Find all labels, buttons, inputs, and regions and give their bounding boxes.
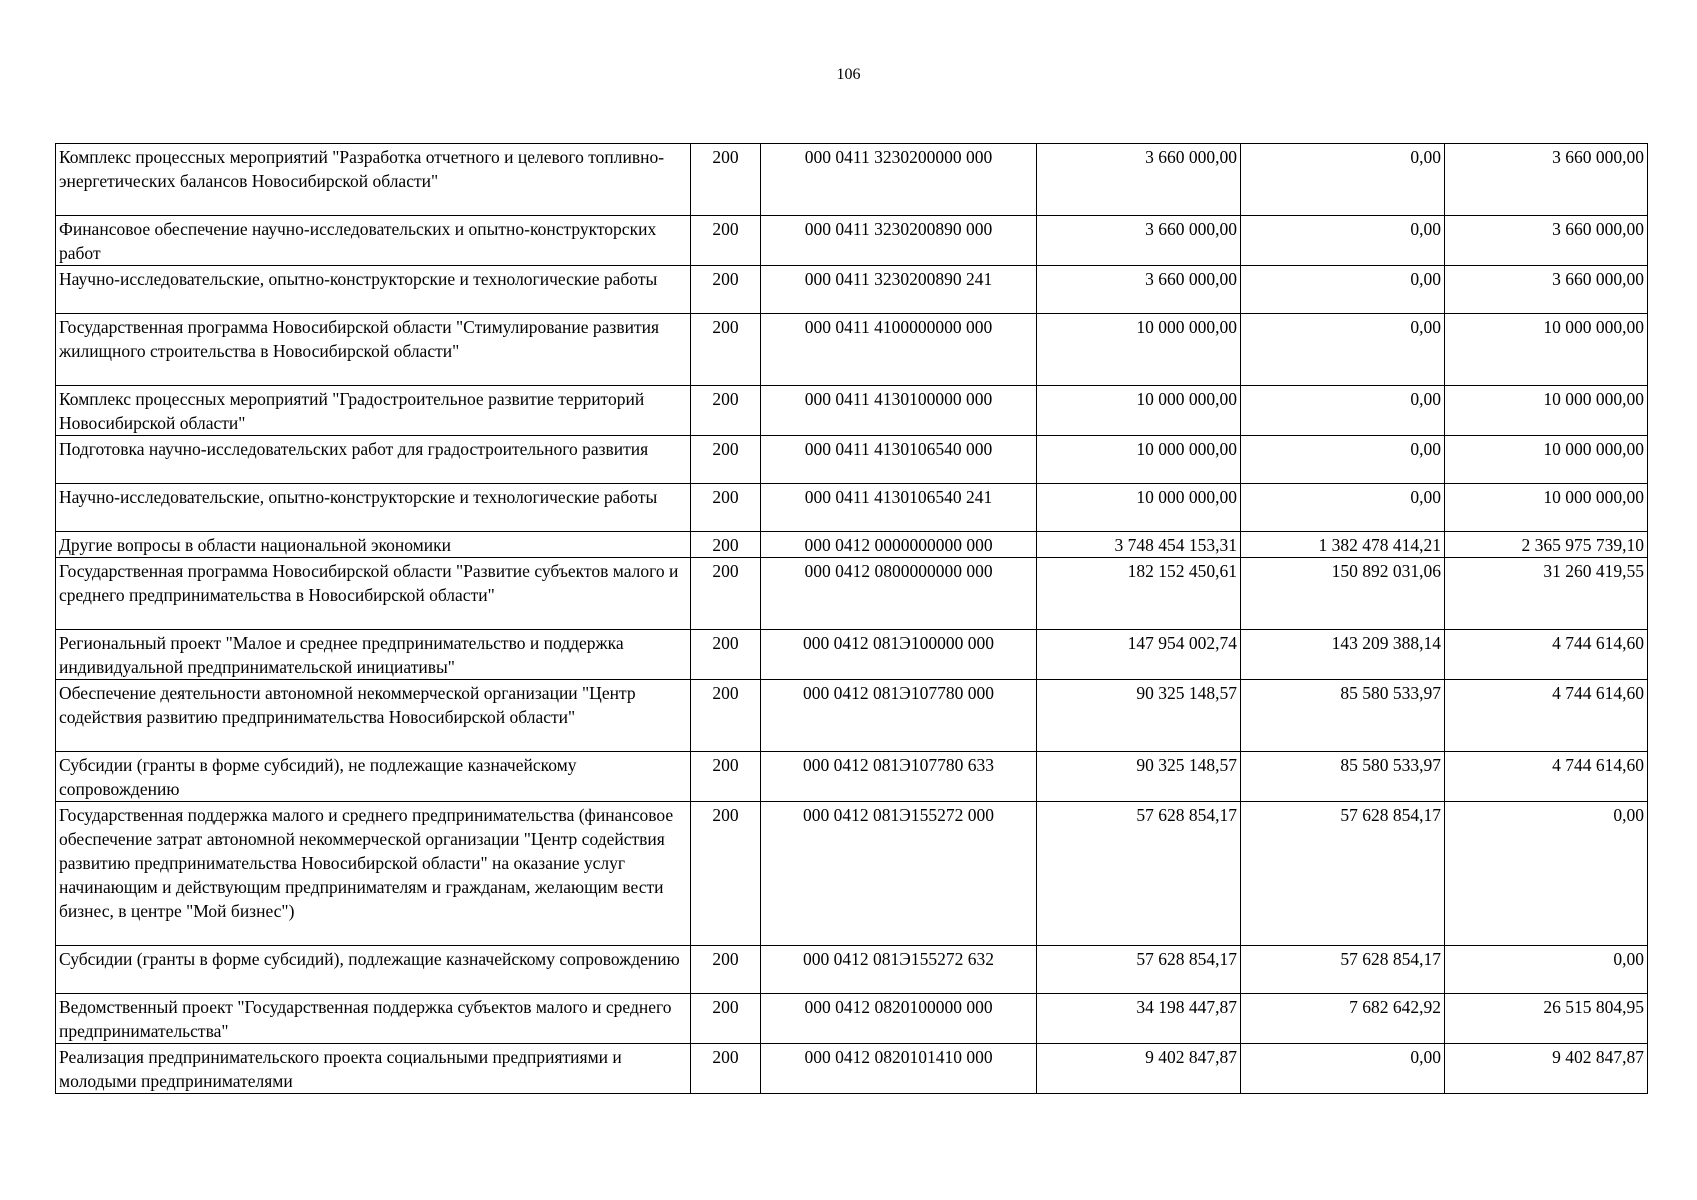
row-remaining-amount-cell: 26 515 804,95	[1445, 994, 1648, 1044]
row-name-cell: Реализация предпринимательского проекта социальными предприятиями и молодыми предпринимателями	[56, 1044, 691, 1094]
row-remaining-amount-cell: 9 402 847,87	[1445, 1044, 1648, 1094]
row-budget-code-cell: 000 0411 3230200890 000	[761, 216, 1037, 266]
row-name-cell: Комплекс процессных мероприятий "Разработка отчетного и целевого топливно-энергетических балансов Новосибирской области"	[56, 144, 691, 216]
row-admin-code-cell: 200	[691, 630, 761, 680]
row-name-cell: Комплекс процессных мероприятий "Градостроительное развитие территорий Новосибирской области"	[56, 386, 691, 436]
row-admin-code-cell: 200	[691, 994, 761, 1044]
row-remaining-amount-cell: 4 744 614,60	[1445, 630, 1648, 680]
row-admin-code-cell: 200	[691, 436, 761, 484]
row-approved-amount-cell: 10 000 000,00	[1037, 386, 1241, 436]
row-admin-code-cell: 200	[691, 314, 761, 386]
row-executed-amount-cell: 0,00	[1241, 144, 1445, 216]
row-approved-amount-cell: 10 000 000,00	[1037, 314, 1241, 386]
row-executed-amount-cell: 85 580 533,97	[1241, 680, 1445, 752]
row-name-cell: Подготовка научно-исследовательских работ для градостроительного развития	[56, 436, 691, 484]
row-remaining-amount-cell: 3 660 000,00	[1445, 266, 1648, 314]
table-row	[56, 144, 1648, 216]
row-executed-amount-cell: 0,00	[1241, 266, 1445, 314]
row-admin-code-cell: 200	[691, 1044, 761, 1094]
row-budget-code-cell: 000 0412 081Э107780 000	[761, 680, 1037, 752]
row-budget-code-cell: 000 0411 4130106540 000	[761, 436, 1037, 484]
row-executed-amount-cell: 143 209 388,14	[1241, 630, 1445, 680]
row-remaining-amount-cell: 3 660 000,00	[1445, 144, 1648, 216]
row-admin-code-cell: 200	[691, 144, 761, 216]
row-executed-amount-cell: 0,00	[1241, 386, 1445, 436]
row-approved-amount-cell: 147 954 002,74	[1037, 630, 1241, 680]
row-budget-code-cell: 000 0412 081Э155272 000	[761, 802, 1037, 946]
row-admin-code-cell: 200	[691, 484, 761, 532]
row-remaining-amount-cell: 10 000 000,00	[1445, 386, 1648, 436]
row-name-cell: Финансовое обеспечение научно-исследовательских и опытно-конструкторских работ	[56, 216, 691, 266]
table-row	[56, 386, 1648, 436]
page-number: 106	[836, 66, 861, 83]
row-budget-code-cell: 000 0411 3230200890 241	[761, 266, 1037, 314]
row-budget-code-cell: 000 0411 3230200000 000	[761, 144, 1037, 216]
row-admin-code-cell: 200	[691, 946, 761, 994]
row-budget-code-cell: 000 0412 0800000000 000	[761, 558, 1037, 630]
row-name-cell: Государственная программа Новосибирской области "Стимулирование развития жилищного строительства в Новосибирской области"	[56, 314, 691, 386]
row-approved-amount-cell: 34 198 447,87	[1037, 994, 1241, 1044]
row-approved-amount-cell: 90 325 148,57	[1037, 752, 1241, 802]
row-name-cell: Субсидии (гранты в форме субсидий), подлежащие казначейскому сопровождению	[56, 946, 691, 994]
row-admin-code-cell: 200	[691, 558, 761, 630]
row-executed-amount-cell: 150 892 031,06	[1241, 558, 1445, 630]
table-row	[56, 436, 1648, 484]
row-name-cell: Субсидии (гранты в форме субсидий), не подлежащие казначейскому сопровождению	[56, 752, 691, 802]
row-name-cell: Другие вопросы в области национальной экономики	[56, 532, 691, 558]
table-row	[56, 532, 1648, 558]
row-approved-amount-cell: 57 628 854,17	[1037, 802, 1241, 946]
row-name-cell: Обеспечение деятельности автономной некоммерческой организации "Центр содействия развитию предпринимательства Новосибирской области"	[56, 680, 691, 752]
row-admin-code-cell: 200	[691, 680, 761, 752]
row-approved-amount-cell: 9 402 847,87	[1037, 1044, 1241, 1094]
row-name-cell: Государственная поддержка малого и среднего предпринимательства (финансовое обеспечение затрат автономной некоммерческой организации "Центр содействия развитию предпринимательства Новосибирской области" на оказание услуг начинающим и действующим предпринимателям и гражданам, желающим вести бизнес, в центре "Мой бизнес")	[56, 802, 691, 946]
row-remaining-amount-cell: 0,00	[1445, 946, 1648, 994]
row-name-cell: Научно-исследовательские, опытно-конструкторские и технологические работы	[56, 266, 691, 314]
table-row	[56, 946, 1648, 994]
row-remaining-amount-cell: 31 260 419,55	[1445, 558, 1648, 630]
row-approved-amount-cell: 57 628 854,17	[1037, 946, 1241, 994]
row-executed-amount-cell: 7 682 642,92	[1241, 994, 1445, 1044]
row-executed-amount-cell: 0,00	[1241, 216, 1445, 266]
row-admin-code-cell: 200	[691, 386, 761, 436]
table-row	[56, 752, 1648, 802]
row-admin-code-cell: 200	[691, 216, 761, 266]
row-executed-amount-cell: 0,00	[1241, 1044, 1445, 1094]
row-budget-code-cell: 000 0411 4130100000 000	[761, 386, 1037, 436]
row-approved-amount-cell: 3 660 000,00	[1037, 216, 1241, 266]
row-approved-amount-cell: 90 325 148,57	[1037, 680, 1241, 752]
row-budget-code-cell: 000 0412 0820101410 000	[761, 1044, 1037, 1094]
row-budget-code-cell: 000 0411 4130106540 241	[761, 484, 1037, 532]
row-approved-amount-cell: 3 660 000,00	[1037, 144, 1241, 216]
table-row	[56, 314, 1648, 386]
row-executed-amount-cell: 0,00	[1241, 484, 1445, 532]
row-remaining-amount-cell: 2 365 975 739,10	[1445, 532, 1648, 558]
row-budget-code-cell: 000 0412 081Э100000 000	[761, 630, 1037, 680]
row-approved-amount-cell: 182 152 450,61	[1037, 558, 1241, 630]
row-admin-code-cell: 200	[691, 802, 761, 946]
table-row	[56, 630, 1648, 680]
row-executed-amount-cell: 0,00	[1241, 314, 1445, 386]
row-executed-amount-cell: 85 580 533,97	[1241, 752, 1445, 802]
row-budget-code-cell: 000 0412 081Э107780 633	[761, 752, 1037, 802]
row-budget-code-cell: 000 0412 0000000000 000	[761, 532, 1037, 558]
row-budget-code-cell: 000 0412 0820100000 000	[761, 994, 1037, 1044]
table-row	[56, 216, 1648, 266]
row-approved-amount-cell: 3 660 000,00	[1037, 266, 1241, 314]
row-admin-code-cell: 200	[691, 752, 761, 802]
row-name-cell: Региональный проект "Малое и среднее предпринимательство и поддержка индивидуальной предпринимательской инициативы"	[56, 630, 691, 680]
row-name-cell: Научно-исследовательские, опытно-конструкторские и технологические работы	[56, 484, 691, 532]
row-remaining-amount-cell: 10 000 000,00	[1445, 314, 1648, 386]
table-row	[56, 680, 1648, 752]
row-budget-code-cell: 000 0412 081Э155272 632	[761, 946, 1037, 994]
row-remaining-amount-cell: 3 660 000,00	[1445, 216, 1648, 266]
row-remaining-amount-cell: 4 744 614,60	[1445, 680, 1648, 752]
table-row	[56, 484, 1648, 532]
row-admin-code-cell: 200	[691, 266, 761, 314]
row-executed-amount-cell: 1 382 478 414,21	[1241, 532, 1445, 558]
row-remaining-amount-cell: 4 744 614,60	[1445, 752, 1648, 802]
row-name-cell: Ведомственный проект "Государственная поддержка субъектов малого и среднего предпринимательства"	[56, 994, 691, 1044]
row-remaining-amount-cell: 10 000 000,00	[1445, 484, 1648, 532]
table-row	[56, 802, 1648, 946]
table-row	[56, 266, 1648, 314]
row-name-cell: Государственная программа Новосибирской области "Развитие субъектов малого и среднего предпринимательства в Новосибирской области"	[56, 558, 691, 630]
row-approved-amount-cell: 3 748 454 153,31	[1037, 532, 1241, 558]
row-admin-code-cell: 200	[691, 532, 761, 558]
row-remaining-amount-cell: 0,00	[1445, 802, 1648, 946]
budget-table	[55, 143, 1648, 1094]
row-budget-code-cell: 000 0411 4100000000 000	[761, 314, 1037, 386]
row-remaining-amount-cell: 10 000 000,00	[1445, 436, 1648, 484]
table-row	[56, 994, 1648, 1044]
row-approved-amount-cell: 10 000 000,00	[1037, 484, 1241, 532]
row-approved-amount-cell: 10 000 000,00	[1037, 436, 1241, 484]
row-executed-amount-cell: 57 628 854,17	[1241, 802, 1445, 946]
table-row	[56, 1044, 1648, 1094]
row-executed-amount-cell: 0,00	[1241, 436, 1445, 484]
row-executed-amount-cell: 57 628 854,17	[1241, 946, 1445, 994]
table-row	[56, 558, 1648, 630]
